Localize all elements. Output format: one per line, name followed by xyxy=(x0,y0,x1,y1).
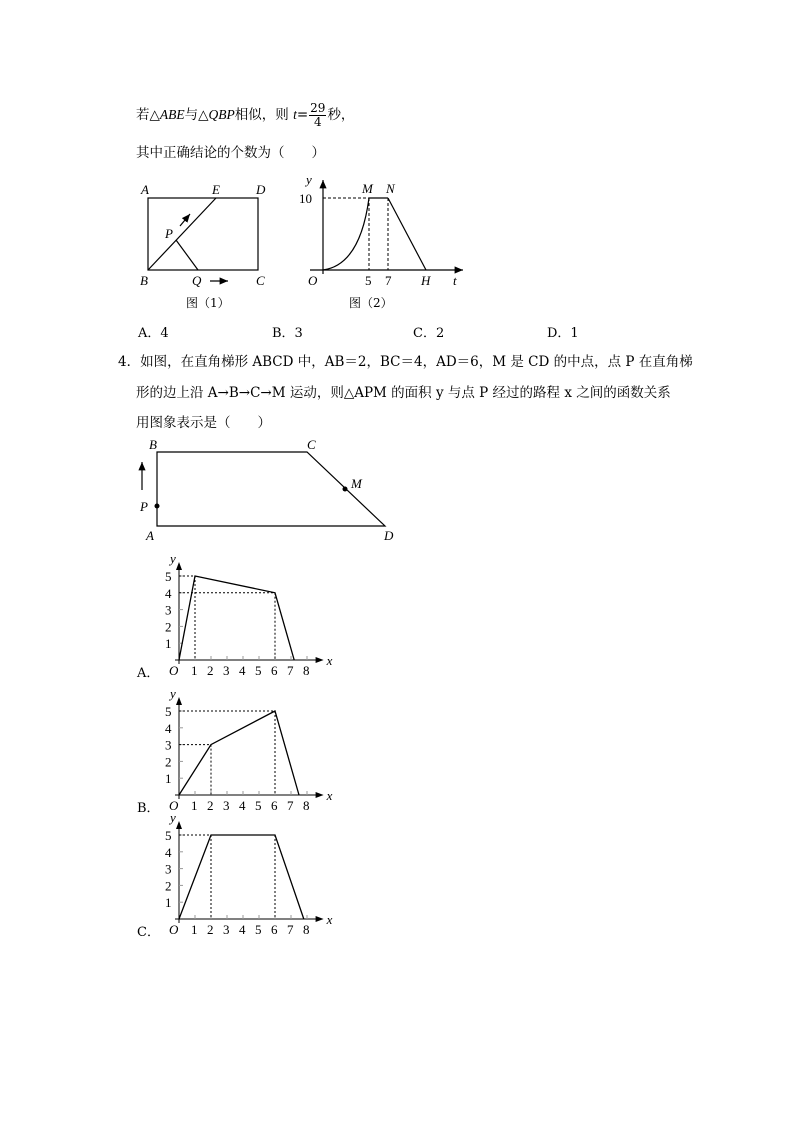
q3-question-line: 其中正确结论的个数为（ ） xyxy=(136,145,325,161)
x-tick-label: 6 xyxy=(271,663,278,678)
q3-option-b[interactable]: B．3 xyxy=(272,326,303,341)
graph-option-label: C． xyxy=(137,925,160,940)
fig1-caption: 图（1） xyxy=(186,296,230,310)
y-axis-label: y xyxy=(170,810,176,825)
text-fragment: 若△ xyxy=(136,107,160,123)
y-tick-label: 5 xyxy=(165,828,172,843)
label-E: E xyxy=(212,182,220,197)
y-tick-label: 1 xyxy=(165,895,172,911)
q3-option-d[interactable]: D．1 xyxy=(547,326,579,341)
x-tick-label: 7 xyxy=(287,922,294,937)
y-tick-label: 2 xyxy=(165,619,172,635)
q3-option-c[interactable]: C．2 xyxy=(413,326,445,341)
x-tick-label: 6 xyxy=(271,922,278,937)
trap-label-M: M xyxy=(351,476,362,491)
y-tick-label: 4 xyxy=(165,844,172,860)
fig2-label-y: y xyxy=(306,172,312,187)
fig2-label-10: 10 xyxy=(299,191,312,206)
text-fragment: 秒， xyxy=(327,107,355,123)
text-fragment: 相似，则 xyxy=(234,107,294,123)
fraction-denominator: 4 xyxy=(313,115,322,129)
y-tick-label: 3 xyxy=(165,737,172,753)
y-tick-label: 1 xyxy=(165,771,172,787)
origin-label: O xyxy=(169,663,179,678)
x-tick-label: 6 xyxy=(271,798,278,813)
fraction-numerator: 29 xyxy=(310,101,326,115)
x-tick-label: 5 xyxy=(255,663,262,678)
q4-line-1: 4．如图，在直角梯形 ABCD 中，AB＝2，BC＝4，AD＝6，M 是 CD 的中点，点 P 在直角梯 xyxy=(118,354,693,370)
fig2-label-5: 5 xyxy=(365,273,372,288)
variable-t: t xyxy=(293,107,297,122)
x-tick-label: 3 xyxy=(223,663,230,678)
x-tick-label: 8 xyxy=(303,922,310,937)
q4-line-3: 用图象表示是（ ） xyxy=(136,415,271,431)
x-axis-arrow-icon xyxy=(316,916,324,922)
x-axis-arrow-icon xyxy=(316,657,324,663)
y-tick-label: 1 xyxy=(165,636,172,652)
x-tick-label: 7 xyxy=(287,798,294,813)
y-axis-arrow-icon xyxy=(176,697,182,705)
fig2-caption: 图（2） xyxy=(349,296,393,310)
triangle-abe: ABE xyxy=(159,107,185,122)
x-axis-arrow-icon xyxy=(316,792,324,798)
q4-line-2: 形的边上沿 A→B→C→M 运动，则△APM 的面积 y 与点 P 经过的路程 x 之间的函数关系 xyxy=(136,385,671,401)
x-tick-label: 8 xyxy=(303,798,310,813)
y-axis-label: y xyxy=(170,686,176,701)
fig2-label-O: O xyxy=(308,273,318,288)
x-tick-label: 5 xyxy=(255,922,262,937)
origin-label: O xyxy=(169,922,179,937)
trap-label-P: P xyxy=(140,499,148,514)
x-tick-label: 3 xyxy=(223,798,230,813)
x-tick-label: 7 xyxy=(287,663,294,678)
x-axis-label: x xyxy=(326,788,333,803)
y-tick-label: 5 xyxy=(165,704,172,719)
graph-option-label: A． xyxy=(137,666,160,681)
fig2-label-N: N xyxy=(386,181,395,196)
y-tick-label: 5 xyxy=(165,569,172,584)
x-tick-label: 4 xyxy=(239,663,246,678)
label-C: C xyxy=(256,273,265,288)
label-D: D xyxy=(256,182,266,197)
y-axis-arrow-icon xyxy=(176,821,182,829)
trap-label-C: C xyxy=(307,437,316,452)
x-tick-label: 3 xyxy=(223,922,230,937)
q3-option-a[interactable]: A．4 xyxy=(138,326,169,341)
x-tick-label: 4 xyxy=(239,922,246,937)
equals-sign: = xyxy=(296,107,309,123)
label-B: B xyxy=(140,273,148,288)
x-tick-label: 4 xyxy=(239,798,246,813)
origin-label: O xyxy=(169,798,179,813)
x-tick-label: 1 xyxy=(191,922,198,937)
x-tick-label: 1 xyxy=(191,663,198,678)
y-tick-label: 2 xyxy=(165,878,172,894)
label-Q: Q xyxy=(192,273,202,288)
y-tick-label: 2 xyxy=(165,754,172,770)
triangle-qbp: QBP xyxy=(208,107,235,122)
x-tick-label: 2 xyxy=(207,798,214,813)
graph-series-line xyxy=(179,711,299,795)
x-tick-label: 2 xyxy=(207,922,214,937)
x-axis-label: x xyxy=(326,912,333,927)
x-tick-label: 5 xyxy=(255,798,262,813)
x-tick-label: 8 xyxy=(303,663,310,678)
x-tick-label: 2 xyxy=(207,663,214,678)
trap-label-A: A xyxy=(146,528,154,543)
y-tick-label: 3 xyxy=(165,861,172,877)
graph-series-line xyxy=(179,835,304,919)
y-axis-label: y xyxy=(170,551,176,566)
y-tick-label: 3 xyxy=(165,602,172,618)
label-A: A xyxy=(141,182,149,197)
y-tick-label: 4 xyxy=(165,720,172,736)
y-tick-label: 4 xyxy=(165,585,172,601)
y-axis-arrow-icon xyxy=(176,562,182,570)
text-fragment: 与△ xyxy=(184,107,209,123)
x-tick-label: 1 xyxy=(191,798,198,813)
trap-label-D: D xyxy=(384,528,394,543)
fig2-label-H: H xyxy=(421,273,431,288)
graph-series-line xyxy=(179,576,294,660)
label-P: P xyxy=(165,226,173,241)
x-axis-label: x xyxy=(326,653,333,668)
fig2-label-7: 7 xyxy=(385,273,392,288)
trap-label-B: B xyxy=(149,437,157,452)
fig2-label-M: M xyxy=(362,181,373,196)
fig2-label-t: t xyxy=(453,273,457,288)
graph-option-label: B． xyxy=(137,801,160,816)
